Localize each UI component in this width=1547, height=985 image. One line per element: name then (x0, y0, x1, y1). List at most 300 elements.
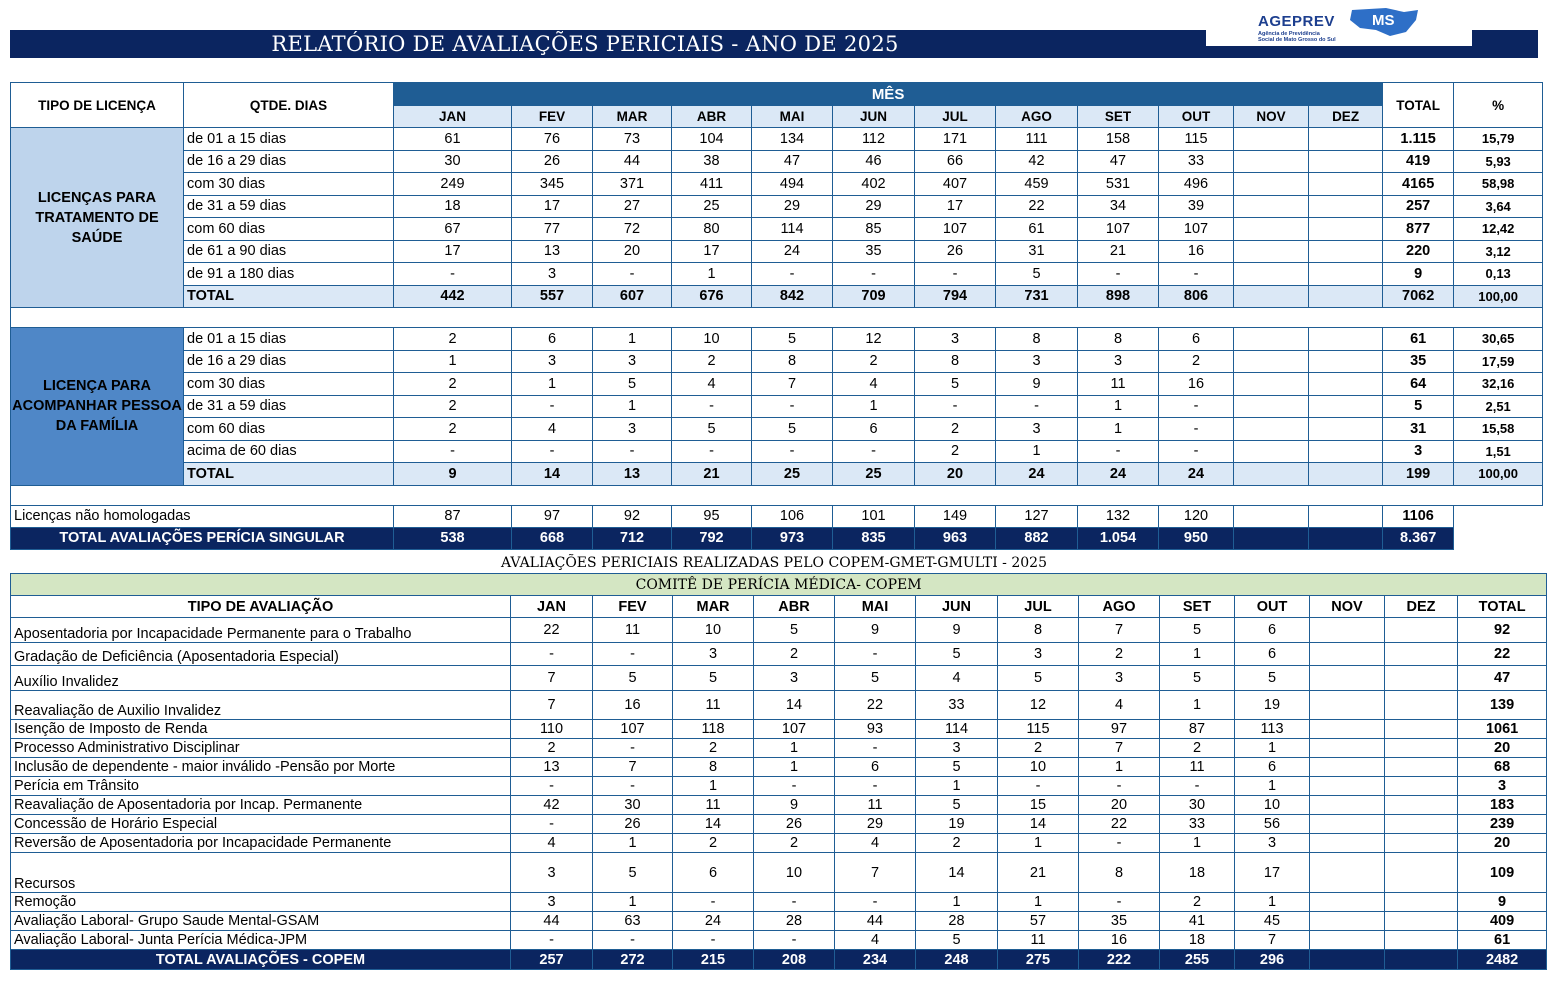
month-header: MAR (673, 596, 754, 618)
month-value: 1 (1078, 395, 1159, 418)
month-value: 9 (754, 796, 835, 815)
month-value: 1 (1079, 758, 1160, 777)
row-percent: 15,58 (1454, 418, 1543, 441)
row-total: 20 (1458, 834, 1547, 853)
month-value: - (1079, 834, 1160, 853)
grand-month-value: 1.054 (1078, 527, 1159, 549)
month-value (1385, 893, 1458, 912)
col-tipo-avaliacao: TIPO DE AVALIAÇÃO (11, 596, 511, 618)
month-value (1310, 739, 1385, 758)
month-value: 371 (593, 173, 672, 196)
month-value: 2 (754, 834, 835, 853)
month-value: 5 (593, 373, 672, 396)
month-value: 4 (672, 373, 752, 396)
month-value (1234, 418, 1309, 441)
month-value: 5 (1160, 618, 1235, 643)
month-value (1385, 912, 1458, 931)
col-total: TOTAL (1383, 83, 1454, 128)
month-value: - (752, 263, 833, 286)
row-label: Auxílio Invalidez (11, 666, 511, 691)
month-value: 2 (833, 350, 915, 373)
row-total: 1061 (1458, 720, 1547, 739)
month-value: 24 (673, 912, 754, 931)
month-value: 10 (754, 853, 835, 893)
month-value: 30 (394, 150, 512, 173)
month-value: 87 (1160, 720, 1235, 739)
table-row (11, 418, 1543, 441)
logo-subtitle-2: Social de Mato Grosso do Sul (1258, 37, 1336, 43)
month-value (1234, 128, 1309, 151)
month-value: 35 (1079, 912, 1160, 931)
month-value: 13 (511, 758, 593, 777)
month-header: FEV (512, 106, 593, 128)
table-row (11, 853, 1547, 893)
table-row (11, 758, 1547, 777)
grand-total-label: TOTAL AVALIAÇÕES PERÍCIA SINGULAR (11, 527, 394, 549)
row-label: Reavaliação de Auxilio Invalidez (11, 691, 511, 720)
month-value: 4 (512, 418, 593, 441)
month-value: 10 (1235, 796, 1310, 815)
month-value: - (1159, 440, 1234, 463)
month-value: 29 (835, 815, 916, 834)
grand-month-value: 296 (1235, 950, 1310, 970)
row-label: acima de 60 dias (184, 440, 394, 463)
col-pct: % (1454, 83, 1543, 128)
logo-ms-label: MS (1372, 12, 1395, 29)
grand-month-value: 272 (593, 950, 673, 970)
month-value: 8 (1079, 853, 1160, 893)
month-value: 5 (754, 618, 835, 643)
total-month-value: 25 (833, 463, 915, 486)
month-value: 11 (1160, 758, 1235, 777)
month-value (1385, 739, 1458, 758)
month-value (1309, 395, 1383, 418)
row-label: de 31 a 59 dias (184, 395, 394, 418)
total-row (11, 285, 1543, 308)
month-value: 171 (915, 128, 996, 151)
col-mes: MÊS (394, 83, 1383, 106)
total-row (11, 463, 1543, 486)
month-value: 38 (672, 150, 752, 173)
row-total: 1.115 (1383, 128, 1454, 151)
month-value: 5 (916, 643, 998, 666)
month-value: 28 (754, 912, 835, 931)
month-value (1385, 720, 1458, 739)
row-label: Aposentadoria por Incapacidade Permanente para o Trabalho (11, 618, 511, 643)
month-value: 118 (673, 720, 754, 739)
grand-month-value: 234 (835, 950, 916, 970)
grand-total-row (11, 950, 1547, 970)
total-month-value: 898 (1078, 285, 1159, 308)
month-value: 2 (394, 328, 512, 351)
total-month-value: 21 (672, 463, 752, 486)
row-total: 5 (1383, 395, 1454, 418)
month-header: JUL (915, 106, 996, 128)
month-value: 3 (511, 853, 593, 893)
row-total: 3 (1458, 777, 1547, 796)
grand-row-total: 199 (1383, 463, 1454, 486)
row-label: Avaliação Laboral- Junta Perícia Médica-JPM (11, 931, 511, 950)
month-header: MAI (752, 106, 833, 128)
month-value: 17 (915, 195, 996, 218)
total-label: TOTAL (184, 463, 394, 486)
month-value: 16 (1159, 240, 1234, 263)
month-value: 3 (512, 350, 593, 373)
table-row (11, 173, 1543, 196)
total-month-value: 557 (512, 285, 593, 308)
month-value (1309, 218, 1383, 241)
month-value: 3 (915, 328, 996, 351)
month-header: SET (1160, 596, 1235, 618)
grand-month-value: 882 (996, 527, 1078, 549)
month-value: 1 (512, 373, 593, 396)
total-month-value: 709 (833, 285, 915, 308)
month-value: 2 (915, 418, 996, 441)
month-value: 101 (833, 505, 915, 527)
month-value: 17 (672, 240, 752, 263)
month-header: DEZ (1385, 596, 1458, 618)
month-value: 42 (511, 796, 593, 815)
month-value (1385, 834, 1458, 853)
month-value: 106 (752, 505, 833, 527)
month-value: 14 (754, 691, 835, 720)
month-value: - (1159, 418, 1234, 441)
row-percent: 15,79 (1454, 128, 1543, 151)
total-label: TOTAL (184, 285, 394, 308)
month-value: 33 (1159, 150, 1234, 173)
month-value: 73 (593, 128, 672, 151)
month-value: 20 (1079, 796, 1160, 815)
month-header: SET (1078, 106, 1159, 128)
total-month-value (1234, 463, 1309, 486)
month-value: 2 (672, 350, 752, 373)
month-value: 407 (915, 173, 996, 196)
grand-month-value: 255 (1160, 950, 1235, 970)
month-value: 17 (1235, 853, 1310, 893)
month-value: - (593, 931, 673, 950)
month-value: 47 (1078, 150, 1159, 173)
month-value: 85 (833, 218, 915, 241)
table-row (11, 505, 1543, 527)
month-header: AGO (1079, 596, 1160, 618)
month-value: 2 (394, 418, 512, 441)
month-value: 3 (1078, 350, 1159, 373)
month-value: 95 (672, 505, 752, 527)
month-value (1310, 931, 1385, 950)
row-total: 9 (1383, 263, 1454, 286)
month-header: AGO (996, 106, 1078, 128)
month-value (1310, 691, 1385, 720)
month-value: 5 (998, 666, 1079, 691)
month-value: 44 (593, 150, 672, 173)
row-label: Isenção de Imposto de Renda (11, 720, 511, 739)
month-value: - (1079, 777, 1160, 796)
row-total: 68 (1458, 758, 1547, 777)
month-value: 113 (1235, 720, 1310, 739)
table-row (11, 195, 1543, 218)
month-value: 345 (512, 173, 593, 196)
row-label: de 91 a 180 dias (184, 263, 394, 286)
table-row (11, 263, 1543, 286)
month-value: 107 (593, 720, 673, 739)
month-value: 115 (1159, 128, 1234, 151)
month-value: 149 (915, 505, 996, 527)
month-value: 1 (996, 440, 1078, 463)
row-label: Remoção (11, 893, 511, 912)
month-value (1310, 643, 1385, 666)
month-value: 2 (1079, 643, 1160, 666)
total-month-value: 24 (1078, 463, 1159, 486)
month-value: 26 (593, 815, 673, 834)
month-header: JUL (998, 596, 1079, 618)
month-value (1309, 505, 1383, 527)
month-value: 112 (833, 128, 915, 151)
total-month-value: 842 (752, 285, 833, 308)
month-value: 46 (833, 150, 915, 173)
month-value: - (835, 739, 916, 758)
month-value: - (754, 893, 835, 912)
month-value: 33 (1160, 815, 1235, 834)
copem-subtitle: AVALIAÇÕES PERICIAIS REALIZADAS PELO COPEM-GMET-GMULTI - 2025 (501, 555, 1047, 571)
month-value: 16 (1159, 373, 1234, 396)
month-value (1309, 263, 1383, 286)
month-value: - (512, 395, 593, 418)
month-value: 26 (754, 815, 835, 834)
month-value: 2 (915, 440, 996, 463)
month-value: 17 (512, 195, 593, 218)
month-value: 1 (593, 328, 672, 351)
month-value: - (835, 643, 916, 666)
row-total: 183 (1458, 796, 1547, 815)
month-value (1309, 173, 1383, 196)
month-value: - (1079, 893, 1160, 912)
month-value: 97 (1079, 720, 1160, 739)
row-label: Processo Administrativo Disciplinar (11, 739, 511, 758)
month-value: 2 (673, 739, 754, 758)
copem-table (10, 573, 1547, 970)
month-value: 57 (998, 912, 1079, 931)
month-value: - (511, 931, 593, 950)
month-value: - (1159, 263, 1234, 286)
month-value (1310, 815, 1385, 834)
month-value: 7 (1235, 931, 1310, 950)
month-value: 1 (1160, 643, 1235, 666)
grand-month-value: 248 (916, 950, 998, 970)
month-value: - (754, 931, 835, 950)
month-value: 3 (916, 739, 998, 758)
month-value: - (833, 263, 915, 286)
month-value: 61 (394, 128, 512, 151)
grand-month-value (1310, 950, 1385, 970)
month-value: 6 (512, 328, 593, 351)
month-value: 1 (754, 758, 835, 777)
month-value: - (835, 893, 916, 912)
table-row (11, 931, 1547, 950)
row-total: 20 (1458, 739, 1547, 758)
total-month-value: 14 (512, 463, 593, 486)
row-percent: 30,65 (1454, 328, 1543, 351)
grand-total-label: TOTAL AVALIAÇÕES - COPEM (11, 950, 511, 970)
table-row (11, 150, 1543, 173)
month-value: 127 (996, 505, 1078, 527)
month-value: 1 (673, 777, 754, 796)
month-header: DEZ (1309, 106, 1383, 128)
table-row (11, 720, 1547, 739)
table-row (11, 834, 1547, 853)
row-label: de 01 a 15 dias (184, 128, 394, 151)
month-value: - (1078, 263, 1159, 286)
month-value: 4 (511, 834, 593, 853)
month-value: 1 (1160, 691, 1235, 720)
total-month-value: 13 (593, 463, 672, 486)
month-value: 20 (593, 240, 672, 263)
row-percent: 32,16 (1454, 373, 1543, 396)
grand-row-total: 7062 (1383, 285, 1454, 308)
row-label: com 30 dias (184, 373, 394, 396)
month-value: 6 (1235, 758, 1310, 777)
grand-row-percent: 100,00 (1454, 463, 1543, 486)
month-value: - (915, 263, 996, 286)
month-value: 5 (752, 418, 833, 441)
month-value: 5 (916, 931, 998, 950)
month-value: 115 (998, 720, 1079, 739)
month-value: 45 (1235, 912, 1310, 931)
month-value: - (672, 395, 752, 418)
month-value: 1 (672, 263, 752, 286)
month-value: - (672, 440, 752, 463)
total-month-value: 607 (593, 285, 672, 308)
row-percent: 2,51 (1454, 395, 1543, 418)
month-value: 66 (915, 150, 996, 173)
month-value (1385, 666, 1458, 691)
row-total: 9 (1458, 893, 1547, 912)
row-label: Perícia em Trânsito (11, 777, 511, 796)
month-value: 1 (916, 777, 998, 796)
month-value: 11 (835, 796, 916, 815)
total-month-value: 20 (915, 463, 996, 486)
month-value: 14 (916, 853, 998, 893)
month-value: 5 (1160, 666, 1235, 691)
month-value: 5 (1235, 666, 1310, 691)
row-percent: 3,64 (1454, 195, 1543, 218)
row-total: 139 (1458, 691, 1547, 720)
month-value: - (512, 440, 593, 463)
month-value: 12 (998, 691, 1079, 720)
month-value: 5 (673, 666, 754, 691)
month-value: - (511, 815, 593, 834)
month-value: 87 (394, 505, 512, 527)
row-percent: 17,59 (1454, 350, 1543, 373)
month-value: 158 (1078, 128, 1159, 151)
nao-homologadas-label: Licenças não homologadas (11, 505, 394, 527)
month-header: NOV (1234, 106, 1309, 128)
month-value (1309, 240, 1383, 263)
row-percent: 12,42 (1454, 218, 1543, 241)
month-value: 1 (593, 893, 673, 912)
month-value: 1 (1235, 739, 1310, 758)
month-value (1310, 758, 1385, 777)
spacer-row (11, 485, 1543, 505)
month-value: 9 (996, 373, 1078, 396)
month-value: 107 (915, 218, 996, 241)
month-value: 35 (833, 240, 915, 263)
month-value: 120 (1159, 505, 1234, 527)
month-header: JAN (394, 106, 512, 128)
row-label: com 30 dias (184, 173, 394, 196)
month-value: 1 (916, 893, 998, 912)
month-value: 496 (1159, 173, 1234, 196)
month-value (1234, 505, 1309, 527)
grand-month-value: 973 (752, 527, 833, 549)
month-value: - (394, 440, 512, 463)
month-value (1385, 758, 1458, 777)
month-value (1310, 777, 1385, 796)
month-value: 531 (1078, 173, 1159, 196)
grand-month-value: 275 (998, 950, 1079, 970)
month-value: - (1160, 777, 1235, 796)
month-value: 1 (394, 350, 512, 373)
month-value: 8 (915, 350, 996, 373)
month-value: 3 (754, 666, 835, 691)
month-value: 2 (1160, 893, 1235, 912)
month-value: 11 (593, 618, 673, 643)
month-value: - (752, 440, 833, 463)
month-value: 107 (754, 720, 835, 739)
row-label: de 16 a 29 dias (184, 150, 394, 173)
month-value: 2 (916, 834, 998, 853)
row-total: 220 (1383, 240, 1454, 263)
month-value: 3 (673, 643, 754, 666)
month-value: 9 (916, 618, 998, 643)
month-value (1309, 440, 1383, 463)
month-value: 19 (916, 815, 998, 834)
month-value: 1 (593, 834, 673, 853)
month-value: 3 (1079, 666, 1160, 691)
month-value: 22 (835, 691, 916, 720)
month-value (1234, 195, 1309, 218)
month-value: 7 (593, 758, 673, 777)
month-value: 30 (593, 796, 673, 815)
total-month-value: 806 (1159, 285, 1234, 308)
month-value: 3 (593, 350, 672, 373)
month-value: 21 (1078, 240, 1159, 263)
month-value: 6 (835, 758, 916, 777)
month-value: 4 (835, 834, 916, 853)
row-label: com 60 dias (184, 418, 394, 441)
month-value: 39 (1159, 195, 1234, 218)
month-value: 2 (998, 739, 1079, 758)
month-value: 7 (511, 691, 593, 720)
row-total: 3 (1383, 440, 1454, 463)
grand-total-value: 2482 (1458, 950, 1547, 970)
month-header: JUN (833, 106, 915, 128)
month-header: ABR (754, 596, 835, 618)
month-value: 16 (1079, 931, 1160, 950)
table-row (11, 128, 1543, 151)
row-total: 409 (1458, 912, 1547, 931)
row-label: Concessão de Horário Especial (11, 815, 511, 834)
month-value: 3 (996, 418, 1078, 441)
month-value (1385, 777, 1458, 796)
grand-month-value (1385, 950, 1458, 970)
row-total: 92 (1458, 618, 1547, 643)
table-row (11, 373, 1543, 396)
month-value: 47 (752, 150, 833, 173)
month-value: 67 (394, 218, 512, 241)
month-value (1310, 618, 1385, 643)
grand-month-value: 950 (1159, 527, 1234, 549)
row-percent: 5,93 (1454, 150, 1543, 173)
